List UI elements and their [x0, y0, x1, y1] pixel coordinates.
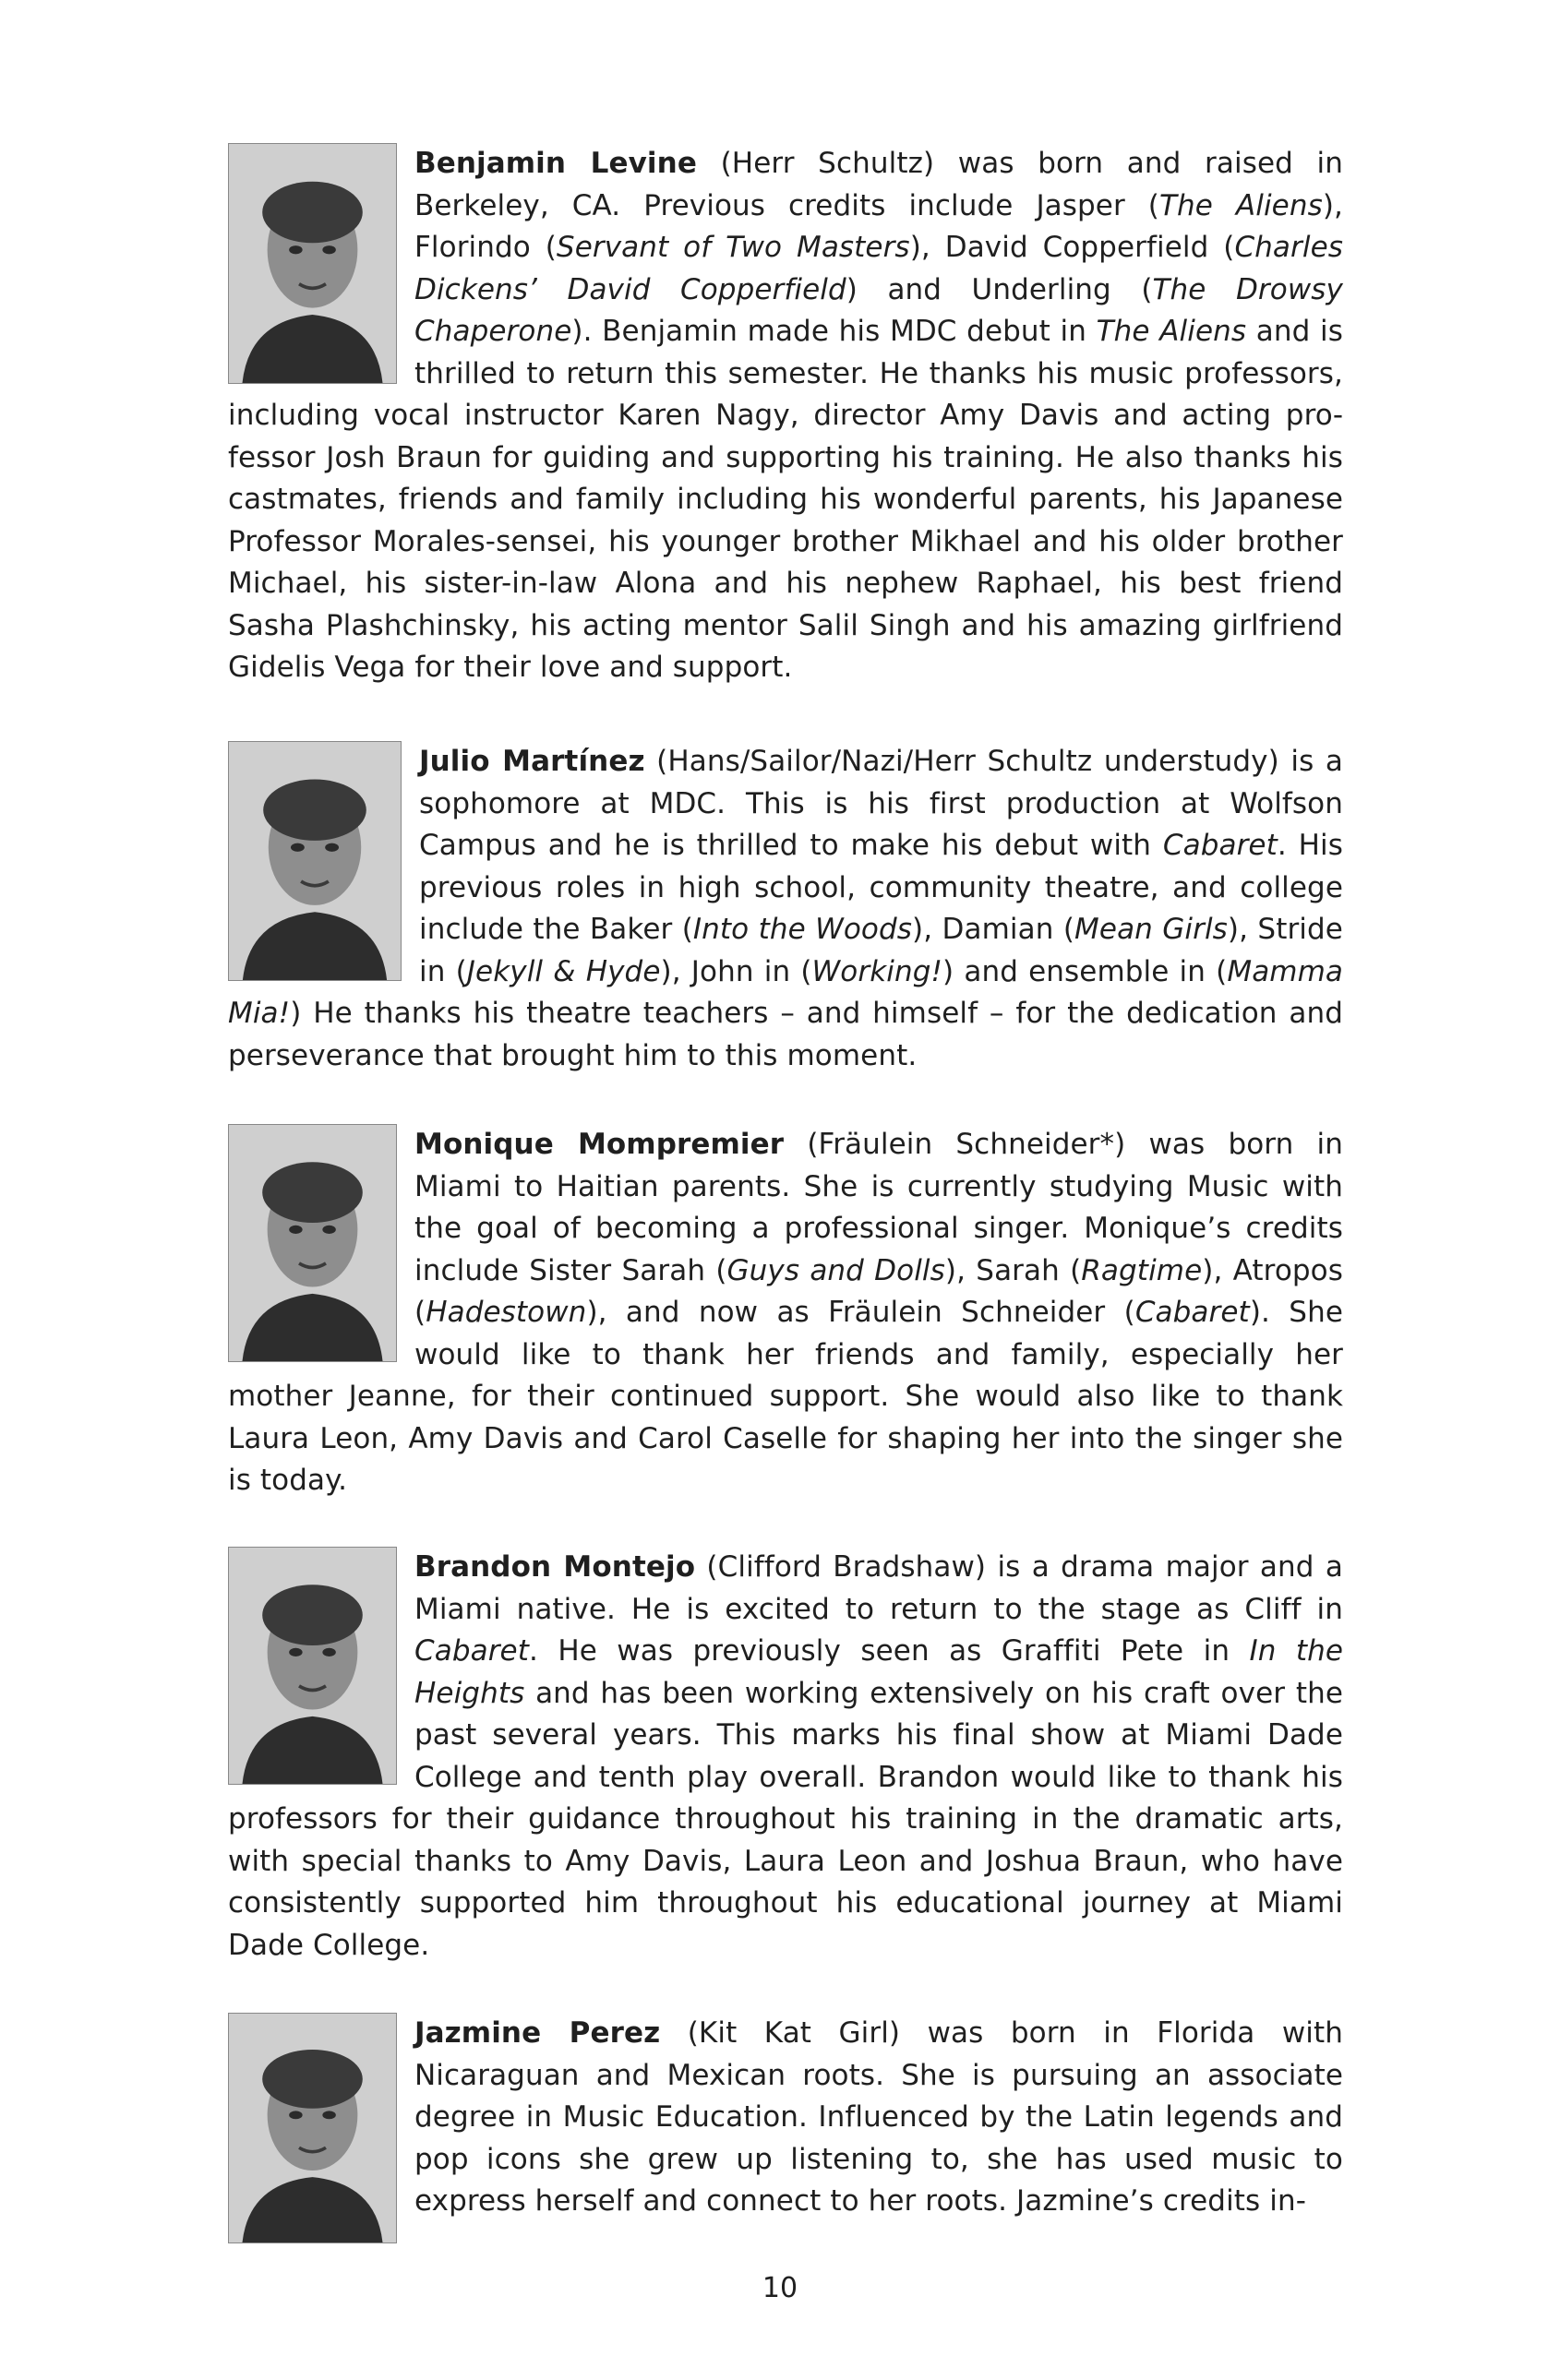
- work-title: Cabaret: [1134, 1296, 1250, 1329]
- work-title: The Drowsy Chaperone: [414, 272, 1343, 348]
- work-title: Charles Dickens’ David Copperfield: [414, 231, 1344, 306]
- bio-segment: (Hans/Sailor/Nazi/Herr Schultz understudy) is a sophomore at MDC. This is his first production at Wolfson Campus and he is thrilled to make his debut with: [419, 745, 1343, 862]
- portrait-graphic: [229, 1125, 396, 1361]
- bio-segment: ), Sarah (: [944, 1253, 1082, 1287]
- bio-brandon-montejo: [228, 1547, 1343, 1967]
- work-title: The Aliens: [1096, 315, 1247, 348]
- bio-segment: ) and Underling (: [846, 272, 1153, 306]
- bio-segment: (Fräulein Schneider*) was born in Miami to Haitian parents. She is currently studying Music with the goal of becoming a professional singer. Monique’s credits include Sister Sarah (: [414, 1128, 1343, 1287]
- work-title: Cabaret: [1162, 829, 1278, 862]
- bio-segment: ). Benjamin made his MDC debut in: [571, 315, 1097, 348]
- bio-segment: (Clifford Bradshaw) is a drama major and a Miami native. He is excited to return to the stage as Cliff in: [414, 1550, 1343, 1626]
- headshot-photo: [228, 1547, 397, 1785]
- bio-julio-martinez: [228, 741, 1343, 1077]
- bio-segment: and is thrilled to return this semester. He thanks his music professors, including vocal instructor Karen Nagy, director Amy Davis and acting professor Josh Braun for guiding and supporting his training. He also thanks his castmates, friends and family including his wonderful parents, his Japanese Professor Morales-sensei, his younger brother Mikhael and his older brother Michael, his sister-in-law Alona and his nephew Raphael, his best friend Sasha Plashchinsky, his acting mentor Salil Singh and his amazing girlfriend Gidelis Vega for their love and support.: [228, 315, 1343, 684]
- work-title: Jekyll & Hyde: [466, 954, 661, 988]
- bio-segment: . He was previously seen as Graffiti Pete in: [529, 1634, 1250, 1668]
- portrait-graphic: [229, 2014, 396, 2242]
- page-number: 10: [762, 2272, 798, 2304]
- bio-benjamin-levine: [228, 143, 1343, 689]
- bio-segment: ). She would like to thank her friends and family, especially her mother Jeanne, for their continued support. She would also like to thank Laura Leon, Amy Davis and Carol Caselle for shaping her into the singer she is today.: [228, 1296, 1343, 1497]
- bio-segment: ) He thanks his theatre teachers – and himself – for the dedication and perseverance that brought him to this moment.: [228, 997, 1343, 1072]
- headshot-photo: [228, 2013, 397, 2243]
- work-title: Mean Girls: [1074, 913, 1228, 946]
- bio-segment: ), Stride in (: [419, 913, 1343, 988]
- bio-segment: ), and now as Fräulein Schneider (: [586, 1296, 1135, 1329]
- bio-name: Julio Martínez: [419, 745, 645, 778]
- bio-name: Jazmine Perez: [414, 2016, 661, 2050]
- bio-segment: ), David Copperfield (: [909, 231, 1235, 264]
- bio-segment: . His previous roles in high school, community theatre, and college include the Baker (: [419, 829, 1343, 946]
- bio-segment: ) and ensemble in (: [942, 954, 1228, 988]
- headshot-photo: [228, 1124, 397, 1362]
- bio-segment: and has been working extensively on his craft over the past several years. This marks his final show at Miami Dade College and tenth play overall. Brandon would like to thank his professors for their guidance throughout his training in the dramatic arts, with special thanks to Amy Davis, Laura Leon and Joshua Braun, who have consistently supported him throughout his educational journey at Miami Dade College.: [228, 1676, 1343, 1962]
- work-title: The Aliens: [1159, 188, 1323, 222]
- work-title: Into the Woods: [692, 913, 913, 946]
- bio-segment: ), Atropos (: [414, 1253, 1343, 1329]
- bio-segment: ), Damian (: [912, 913, 1075, 946]
- bio-monique-mompremier: [228, 1124, 1343, 1502]
- work-title: In the Heights: [414, 1634, 1343, 1710]
- bio-segment: (Kit Kat Girl) was born in Florida with Nicaraguan and Mexican roots. She is pursuing an associate degree in Music Education. Influenced by the Latin legends and pop icons she grew up listening to, she has used music to express herself and connect to her roots. Jazmine’s credits in-: [414, 2016, 1343, 2218]
- bio-jazmine-perez: [228, 2013, 1343, 2251]
- portrait-graphic: [229, 742, 401, 980]
- headshot-photo: [228, 143, 397, 384]
- work-title: Hadestown: [426, 1296, 587, 1329]
- bio-segment: (Herr Schultz) was born and raised in Berkeley, CA. Previous credits include Jasper (: [414, 147, 1344, 222]
- work-title: Cabaret: [414, 1634, 529, 1668]
- headshot-photo: [228, 741, 402, 981]
- bio-segment: ), John in (: [660, 954, 812, 988]
- work-title: Working!: [811, 954, 943, 988]
- bio-segment: ), Florindo (: [414, 188, 1343, 264]
- work-title: Ragtime: [1081, 1253, 1203, 1287]
- work-title: Guys and Dolls: [726, 1253, 945, 1287]
- bio-name: Benjamin Levine: [414, 147, 697, 180]
- portrait-graphic: [229, 1548, 396, 1784]
- portrait-graphic: [229, 144, 396, 383]
- bio-name: Brandon Montejo: [414, 1550, 696, 1584]
- work-title: Mamma Mia!: [228, 954, 1343, 1030]
- work-title: Servant of Two Masters: [556, 231, 910, 264]
- bio-name: Monique Mompremier: [414, 1128, 785, 1161]
